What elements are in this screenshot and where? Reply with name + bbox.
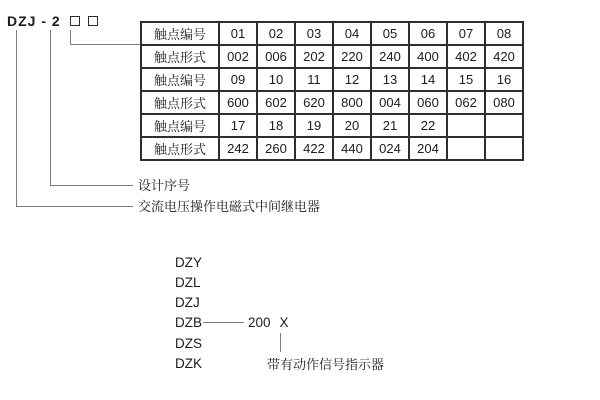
contact-code-table [140, 21, 524, 161]
table-cell: 09 [219, 68, 257, 91]
table-cell [447, 137, 485, 160]
table-row [141, 45, 523, 68]
label-product-type: 交流电压操作电磁式中间继电器 [138, 199, 321, 214]
series-item-dzj: DZJ [175, 295, 200, 310]
table-cell: 17 [219, 114, 257, 137]
table-row [141, 68, 523, 91]
table-cell: 06 [409, 22, 447, 45]
table-cell: 03 [295, 22, 333, 45]
table-row [141, 22, 523, 45]
table-row [141, 137, 523, 160]
table-cell: 04 [333, 22, 371, 45]
table-cell: 13 [371, 68, 409, 91]
table-cell: 060 [409, 91, 447, 114]
table-cell: 062 [447, 91, 485, 114]
connector-design-horizontal [50, 185, 133, 186]
table-cell: 08 [485, 22, 523, 45]
model-code-text: DZJ - 2 [7, 13, 61, 29]
model-code [7, 13, 98, 29]
dzb-suffix-number: 200 [248, 315, 271, 330]
table-cell: 16 [485, 68, 523, 91]
connector-product-horizontal [16, 206, 133, 207]
connector-design-vertical [50, 30, 51, 186]
table-cell: 220 [333, 45, 371, 68]
table-header-cell: 触点编号 [141, 68, 219, 91]
table-cell: 18 [257, 114, 295, 137]
table-cell: 22 [409, 114, 447, 137]
table-cell [485, 114, 523, 137]
table-cell: 602 [257, 91, 295, 114]
table-row [141, 114, 523, 137]
table-cell: 600 [219, 91, 257, 114]
table-cell: 006 [257, 45, 295, 68]
table-cell: 02 [257, 22, 295, 45]
dzb-suffix-x: X [279, 315, 289, 330]
table-header-cell: 触点编号 [141, 114, 219, 137]
placeholder-box-icon [88, 16, 98, 26]
table-cell: 21 [371, 114, 409, 137]
table-cell: 400 [409, 45, 447, 68]
table-cell: 204 [409, 137, 447, 160]
table-cell: 11 [295, 68, 333, 91]
connector-product-vertical [16, 30, 17, 207]
table-cell: 14 [409, 68, 447, 91]
table-header-cell: 触点形式 [141, 45, 219, 68]
table-cell: 20 [333, 114, 371, 137]
series-item-dzy: DZY [175, 255, 202, 270]
table-header-cell: 触点形式 [141, 91, 219, 114]
table-cell: 19 [295, 114, 333, 137]
table-header-cell: 触点编号 [141, 22, 219, 45]
table-cell: 004 [371, 91, 409, 114]
dzb-suffix [248, 316, 289, 330]
table-cell [447, 114, 485, 137]
table-cell: 10 [257, 68, 295, 91]
table-cell: 15 [447, 68, 485, 91]
table-cell: 07 [447, 22, 485, 45]
table-cell: 024 [371, 137, 409, 160]
table-header-cell: 触点形式 [141, 137, 219, 160]
table-cell: 440 [333, 137, 371, 160]
table-cell: 002 [219, 45, 257, 68]
table-cell: 12 [333, 68, 371, 91]
series-item-dzk: DZK [175, 356, 202, 371]
table-cell [485, 137, 523, 160]
table-cell: 260 [257, 137, 295, 160]
table-cell: 080 [485, 91, 523, 114]
table-cell: 240 [371, 45, 409, 68]
connector-boxes-horizontal [70, 44, 140, 45]
table-cell: 05 [371, 22, 409, 45]
table-cell: 402 [447, 45, 485, 68]
table-cell: 620 [295, 91, 333, 114]
connector-dzb-horizontal [203, 322, 244, 323]
connector-indicator-vertical [280, 333, 281, 352]
table-cell: 420 [485, 45, 523, 68]
table-cell: 01 [219, 22, 257, 45]
table-cell: 800 [333, 91, 371, 114]
series-item-dzb: DZB [175, 315, 202, 330]
label-indicator-note: 带有动作信号指示器 [267, 357, 385, 372]
table-cell: 202 [295, 45, 333, 68]
series-item-dzs: DZS [175, 336, 202, 351]
table-cell: 422 [295, 137, 333, 160]
connector-boxes-vertical [70, 30, 71, 45]
placeholder-box-icon [70, 16, 80, 26]
series-item-dzl: DZL [175, 275, 201, 290]
table-cell: 242 [219, 137, 257, 160]
table-row [141, 91, 523, 114]
label-design-serial: 设计序号 [138, 178, 191, 193]
